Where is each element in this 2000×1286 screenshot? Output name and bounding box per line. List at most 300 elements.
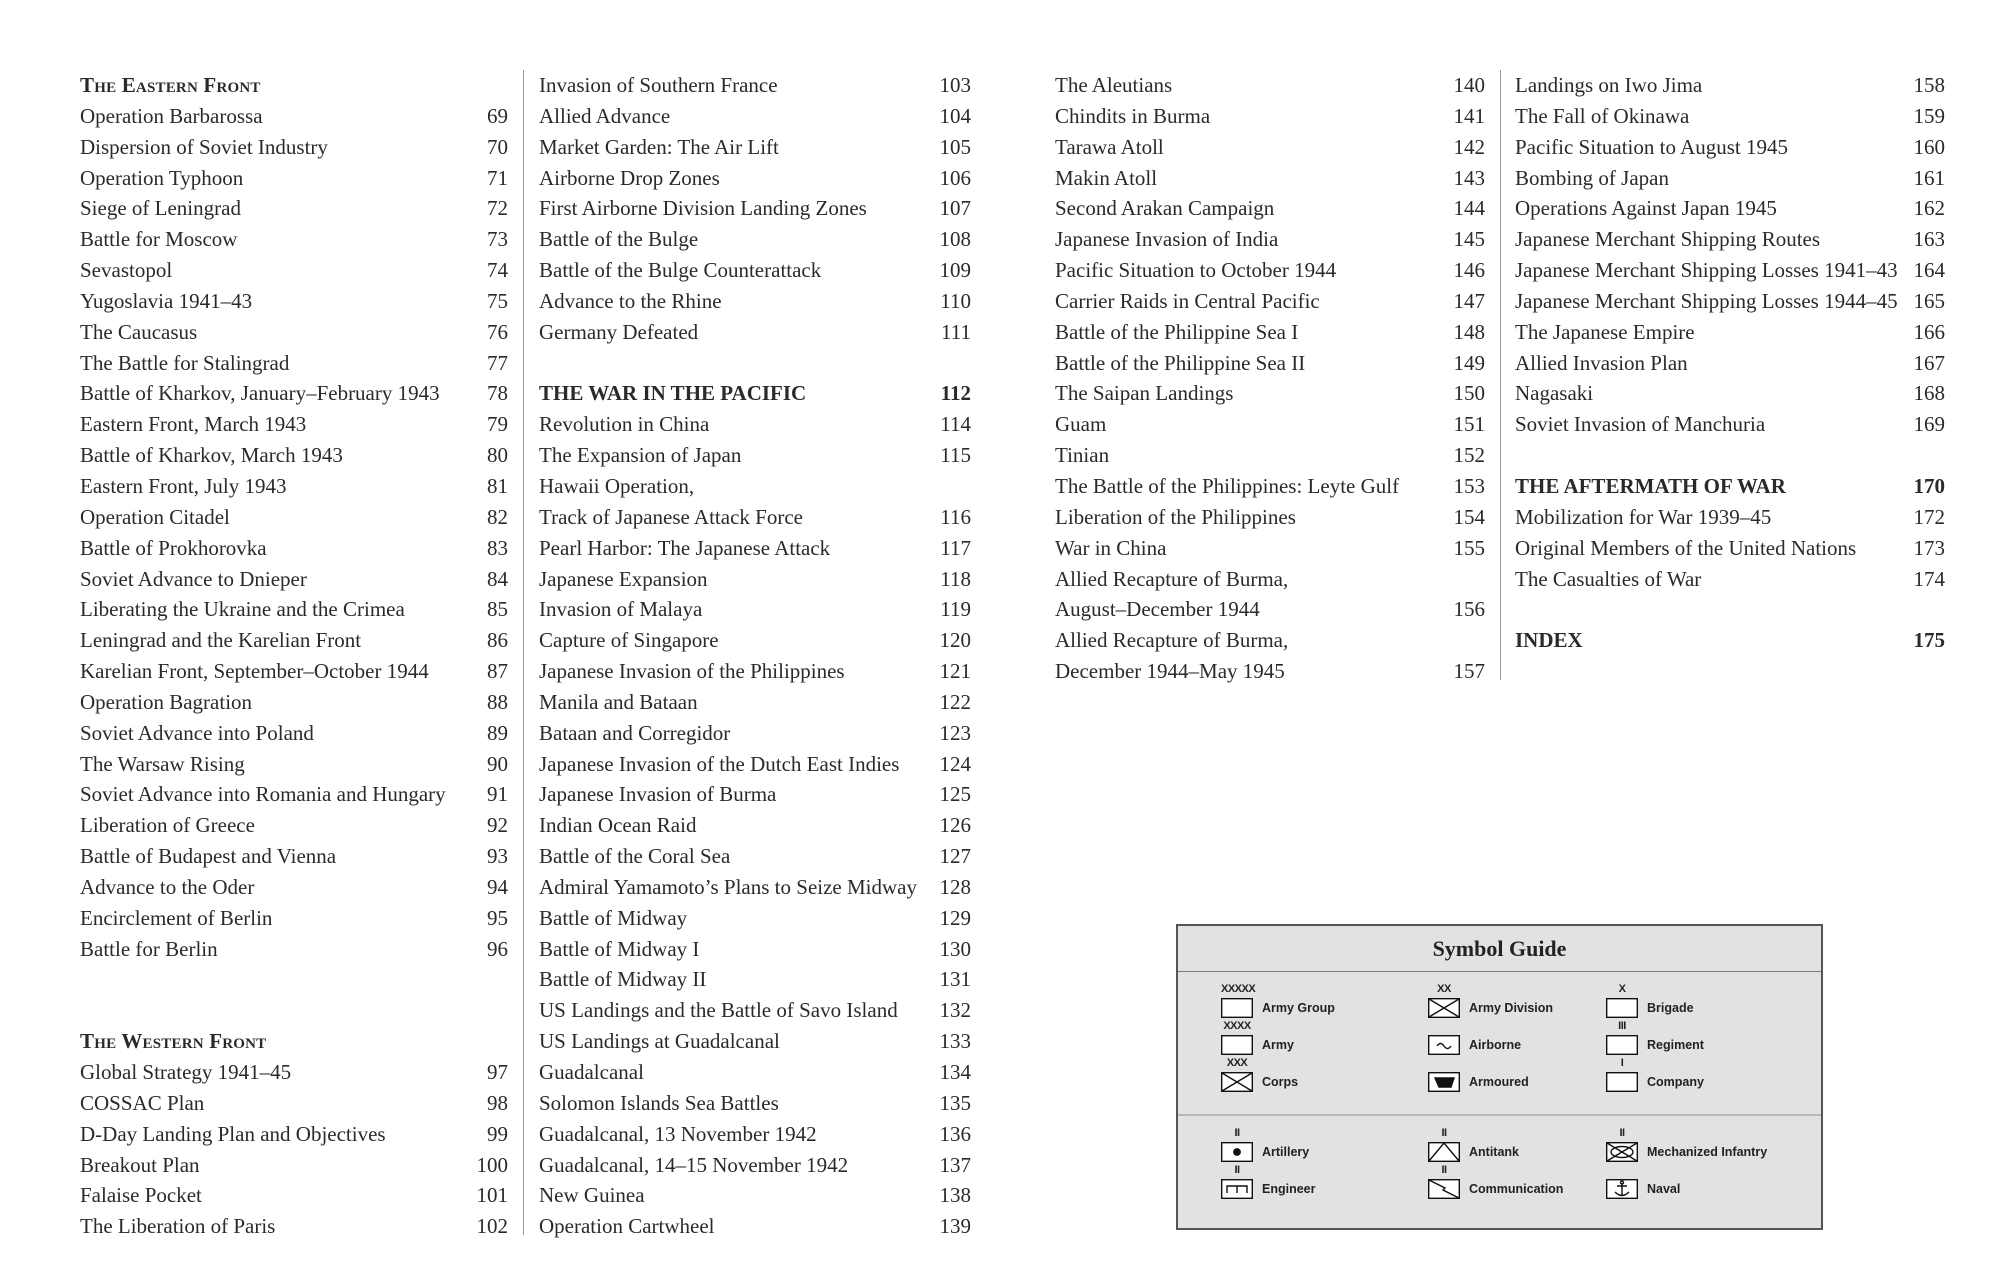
toc-entry-title: Operations Against Japan 1945 [1515, 196, 1777, 221]
toc-entry-page: 165 [1913, 288, 1945, 313]
toc-entry-page: 128 [939, 874, 971, 899]
toc-entry-title: Operation Cartwheel [539, 1214, 715, 1239]
symbol-label: Army Division [1469, 1001, 1554, 1015]
toc-entry [80, 810, 508, 841]
symbol-label: Mechanized Infantry [1647, 1145, 1768, 1159]
toc-entry-title: Mobilization for War 1939–45 [1515, 504, 1772, 529]
echelon-marker: III [1618, 1020, 1626, 1032]
toc-entry-title: Pacific Situation to October 1944 [1055, 258, 1337, 283]
toc-entry-title: Japanese Expansion [539, 566, 708, 591]
toc-entry-page: 174 [1913, 566, 1945, 591]
toc-entry-title: Solomon Islands Sea Battles [539, 1090, 779, 1115]
toc-entry [80, 163, 508, 194]
toc-entry [1515, 132, 1945, 163]
toc-entry [1055, 471, 1485, 502]
toc-entry [1515, 564, 1945, 595]
toc-entry [1515, 348, 1945, 379]
toc-entry-title: Advance to the Oder [80, 874, 255, 899]
toc-entry-page: 149 [1453, 350, 1485, 375]
symbol-entry [1221, 1020, 1294, 1055]
infantry-cross-icon [1428, 983, 1460, 1018]
symbol-entry [1221, 1164, 1316, 1199]
toc-entry-page: 75 [487, 288, 508, 313]
toc-entry [1055, 317, 1485, 348]
toc-entry [539, 1026, 971, 1057]
toc-entry-title: Allied Recapture of Burma, [1055, 628, 1289, 653]
toc-entry-page: 95 [487, 905, 508, 930]
blank-box-icon [1606, 1020, 1638, 1055]
toc-column-2 [539, 70, 971, 1242]
toc-entry [80, 903, 508, 934]
toc-entry [539, 964, 971, 995]
toc-entry-title: Battle of Midway I [539, 936, 700, 961]
toc-entry-page: 70 [487, 134, 508, 159]
toc-entry [539, 779, 971, 810]
symbol-label: Antitank [1469, 1145, 1519, 1159]
toc-entry-page: 166 [1913, 319, 1945, 344]
toc-entry-page: 85 [487, 597, 508, 622]
toc-entry-page: 161 [1913, 165, 1945, 190]
toc-entry [539, 286, 971, 317]
toc-entry [539, 440, 971, 471]
toc-entry-page: 80 [487, 443, 508, 468]
toc-entry-title: Battle of Midway II [539, 967, 707, 992]
toc-entry-title: Eastern Front, July 1943 [80, 473, 287, 498]
toc-entry-page: 123 [939, 720, 971, 745]
toc-entry-page: 102 [476, 1214, 508, 1239]
toc-entry [80, 378, 508, 409]
toc-entry-page: 74 [487, 258, 508, 283]
toc-entry-page: 121 [939, 659, 971, 684]
toc-entry-title: Liberation of Greece [80, 813, 255, 838]
toc-entry-title: Guadalcanal, 14–15 November 1942 [539, 1152, 849, 1177]
toc-entry [80, 286, 508, 317]
toc-entry-page: 122 [939, 689, 971, 714]
toc-entry-page: 96 [487, 936, 508, 961]
toc-entry-title: Japanese Merchant Shipping Losses 1944–45 [1515, 288, 1898, 313]
toc-entry-page: 169 [1913, 412, 1945, 437]
toc-entry-title: COSSAC Plan [80, 1090, 205, 1115]
echelon-marker: II [1234, 1127, 1240, 1139]
toc-entry-page: 97 [487, 1060, 508, 1084]
toc-entry-page: 94 [487, 874, 508, 899]
symbol-label: Corps [1262, 1075, 1299, 1089]
toc-entry-title: Market Garden: The Air Lift [539, 134, 779, 159]
echelon-marker: XXX [1226, 1057, 1248, 1069]
toc-entry-page: 141 [1453, 103, 1485, 128]
toc-entry-title: Tinian [1055, 443, 1110, 468]
toc-entry-page: 119 [940, 597, 971, 622]
toc-entry-page: 69 [487, 103, 508, 128]
toc-entry-title: Japanese Merchant Shipping Routes [1515, 227, 1821, 252]
toc-column-4 [1515, 70, 1945, 656]
toc-entry-page: 100 [476, 1152, 508, 1177]
column-divider [1500, 70, 1501, 680]
toc-entry [1515, 193, 1945, 224]
toc-entry-title: Original Members of the United Nations [1515, 535, 1857, 560]
toc-entry [1515, 224, 1945, 255]
artillery-dot-icon [1221, 1127, 1253, 1162]
toc-entry-title: Hawaii Operation, [539, 473, 695, 498]
toc-entry-page: 87 [487, 659, 508, 684]
toc-entry-page: 142 [1453, 134, 1485, 159]
toc-entry [539, 903, 971, 934]
toc-entry-title: Eastern Front, March 1943 [80, 412, 307, 437]
toc-entry [539, 1088, 971, 1119]
symbol-entry [1221, 1127, 1310, 1162]
toc-entry-title: The Liberation of Paris [80, 1214, 276, 1239]
toc-entry-title: Nagasaki [1515, 381, 1594, 406]
toc-entry-page: 154 [1453, 504, 1485, 529]
toc-list-aftermath [1515, 502, 1945, 595]
toc-entry [80, 1057, 508, 1088]
toc-entry [80, 872, 508, 903]
toc-entry [80, 471, 508, 502]
toc-entry-title: Invasion of Malaya [539, 597, 703, 622]
toc-entry-title: The Caucasus [80, 319, 198, 344]
toc-entry-title: Second Arakan Campaign [1055, 196, 1275, 221]
toc-entry [1515, 70, 1945, 101]
toc-entry-page: 173 [1913, 535, 1945, 560]
symbol-entry [1428, 1072, 1529, 1092]
toc-entry-page: 76 [487, 319, 508, 344]
echelon-marker: II [1441, 1164, 1447, 1176]
toc-entry-title: Landings on Iwo Jima [1515, 73, 1703, 97]
toc-entry [539, 749, 971, 780]
blank-box-icon [1606, 983, 1638, 1018]
toc-entry [80, 934, 508, 965]
toc-entry [539, 471, 971, 502]
toc-entry-page: 136 [939, 1121, 971, 1146]
toc-entry-title: War in China [1055, 535, 1167, 560]
toc-entry-title: August–December 1944 [1055, 597, 1260, 622]
toc-entry-title: Soviet Advance into Poland [80, 720, 314, 745]
toc-entry-page: 152 [1453, 443, 1485, 468]
toc-entry-title: Bombing of Japan [1515, 165, 1669, 190]
toc-entry [80, 502, 508, 533]
toc-entry [1515, 101, 1945, 132]
mechanized-infantry-icon [1606, 1127, 1638, 1162]
toc-entry [1055, 564, 1485, 595]
toc-entry [539, 317, 971, 348]
communication-bolt-icon [1428, 1164, 1460, 1199]
toc-entry-page: 92 [487, 813, 508, 838]
toc-entry [1055, 656, 1485, 687]
toc-entry-page: 155 [1453, 535, 1485, 560]
toc-entry [539, 841, 971, 872]
toc-entry-page: 106 [939, 165, 971, 190]
echelon-marker: I [1620, 1057, 1624, 1069]
toc-entry-title: Yugoslavia 1941–43 [80, 288, 253, 313]
armoured-track-icon [1428, 1072, 1460, 1092]
toc-entry [80, 224, 508, 255]
toc-entry-title: The Expansion of Japan [539, 443, 742, 468]
toc-entry-page: 124 [939, 751, 971, 776]
toc-entry [80, 1150, 508, 1181]
toc-entry-title: Operation Bagration [80, 689, 253, 714]
toc-entry [1055, 409, 1485, 440]
toc-entry [80, 779, 508, 810]
toc-entry-title: Allied Invasion Plan [1515, 350, 1688, 375]
toc-entry-page: 114 [940, 412, 971, 437]
toc-entry-title: Bataan and Corregidor [539, 720, 731, 745]
toc-entry-page: 151 [1453, 412, 1485, 437]
toc-entry-title: Dispersion of Soviet Industry [80, 134, 328, 159]
toc-list-western-continued [539, 70, 971, 348]
toc-entry-title: Carrier Raids in Central Pacific [1055, 288, 1320, 313]
toc-entry-page: 111 [941, 319, 971, 344]
toc-entry-page: 129 [939, 905, 971, 930]
symbol-label: Airborne [1469, 1038, 1522, 1052]
toc-entry-page: 133 [939, 1029, 971, 1054]
toc-entry-page: 101 [476, 1183, 508, 1208]
toc-entry [1055, 224, 1485, 255]
toc-list-pacific-final [1515, 70, 1945, 440]
toc-entry [1515, 317, 1945, 348]
toc-entry-page: 140 [1453, 73, 1485, 97]
toc-entry-page: 91 [487, 782, 508, 807]
symbol-entry [1221, 983, 1335, 1018]
toc-entry-title: Track of Japanese Attack Force [539, 504, 803, 529]
symbol-entry [1606, 1179, 1680, 1199]
toc-entry-page: 115 [940, 443, 971, 468]
symbol-label: Artillery [1262, 1145, 1310, 1159]
toc-entry-title: Revolution in China [539, 412, 710, 437]
toc-entry-title: D-Day Landing Plan and Objectives [80, 1121, 386, 1146]
toc-entry [80, 440, 508, 471]
toc-entry-title: Invasion of Southern France [539, 73, 778, 97]
toc-entry-page: 110 [940, 288, 971, 313]
toc-entry [539, 1119, 971, 1150]
toc-entry [80, 1119, 508, 1150]
toc-entry-page: 77 [487, 350, 508, 375]
echelon-marker: X [1618, 983, 1626, 995]
toc-entry [1055, 255, 1485, 286]
symbol-label: Regiment [1647, 1038, 1704, 1052]
toc-column-1 [80, 70, 508, 1242]
toc-entry [80, 687, 508, 718]
toc-entry-page: 167 [1913, 350, 1945, 375]
toc-list-pacific [539, 409, 971, 1242]
toc-entry-page: 83 [487, 535, 508, 560]
toc-entry-title: Falaise Pocket [80, 1183, 202, 1208]
toc-entry-page: 162 [1913, 196, 1945, 221]
toc-entry [539, 132, 971, 163]
toc-entry [539, 224, 971, 255]
symbol-label: Armoured [1469, 1075, 1529, 1089]
toc-entry [80, 1088, 508, 1119]
toc-entry-title: Battle of the Coral Sea [539, 844, 731, 869]
toc-entry-title: Pacific Situation to August 1945 [1515, 134, 1788, 159]
toc-entry-title: Battle of Prokhorovka [80, 535, 267, 560]
symbol-guide-units [1178, 972, 1821, 1116]
toc-entry-page: 108 [939, 227, 971, 252]
symbol-guide-branches [1178, 1116, 1821, 1231]
toc-entry-page: 72 [487, 196, 508, 221]
toc-entry-page: 153 [1453, 473, 1485, 498]
toc-entry [80, 1211, 508, 1242]
toc-entry [539, 1150, 971, 1181]
toc-list-western-front [80, 1057, 508, 1242]
toc-entry-page: 120 [939, 628, 971, 653]
toc-entry-title: Battle of the Philippine Sea II [1055, 350, 1306, 375]
toc-entry-page: 130 [939, 936, 971, 961]
symbol-entry [1606, 1127, 1768, 1162]
toc-entry-title: New Guinea [539, 1183, 645, 1208]
toc-entry [539, 409, 971, 440]
toc-entry [80, 718, 508, 749]
airborne-wave-icon [1428, 1035, 1460, 1055]
toc-entry [1515, 255, 1945, 286]
toc-entry-page: 135 [939, 1090, 971, 1115]
toc-entry [1515, 378, 1945, 409]
toc-entry-page: 164 [1913, 258, 1945, 283]
toc-entry [80, 594, 508, 625]
blank-box-icon [1606, 1057, 1638, 1092]
toc-entry-title: Global Strategy 1941–45 [80, 1060, 292, 1084]
toc-entry-page: 159 [1913, 103, 1945, 128]
symbol-entry [1428, 983, 1554, 1018]
toc-entry-page: 156 [1453, 597, 1485, 622]
toc-entry-title: First Airborne Division Landing Zones [539, 196, 867, 221]
toc-entry-page: 160 [1913, 134, 1945, 159]
toc-entry [80, 749, 508, 780]
toc-entry-page: 126 [939, 813, 971, 838]
symbol-guide [1176, 924, 1823, 1230]
section-heading-war-in-pacific: THE WAR IN THE PACIFIC 112 [539, 381, 971, 406]
toc-entry-title: Liberating the Ukraine and the Crimea [80, 597, 405, 622]
toc-entry-title: Germany Defeated [539, 319, 699, 344]
toc-entry-title: Battle of Midway [539, 905, 688, 930]
toc-entry-page: 143 [1453, 165, 1485, 190]
toc-entry-page: 84 [487, 566, 508, 591]
toc-entry [1055, 594, 1485, 625]
toc-entry-title: US Landings and the Battle of Savo Island [539, 998, 898, 1023]
toc-entry [1055, 193, 1485, 224]
toc-entry-title: US Landings at Guadalcanal [539, 1029, 780, 1054]
toc-entry [539, 502, 971, 533]
toc-entry [80, 255, 508, 286]
toc-entry [1055, 286, 1485, 317]
echelon-marker: XXXX [1223, 1020, 1251, 1032]
toc-entry [80, 193, 508, 224]
toc-entry-title: The Casualties of War [1515, 566, 1702, 591]
toc-entry-title: Battle of the Bulge [539, 227, 699, 252]
toc-entry-title: Breakout Plan [80, 1152, 200, 1177]
toc-entry-page: 158 [1913, 73, 1945, 97]
toc-entry [1055, 163, 1485, 194]
toc-entry-page: 125 [939, 782, 971, 807]
symbol-label: Engineer [1262, 1182, 1316, 1196]
toc-entry [1515, 286, 1945, 317]
toc-entry [539, 810, 971, 841]
toc-entry-page: 146 [1453, 258, 1485, 283]
toc-entry-title: Liberation of the Philippines [1055, 504, 1296, 529]
toc-entry [80, 656, 508, 687]
toc-entry [80, 348, 508, 379]
toc-entry-page: 157 [1453, 659, 1485, 684]
toc-entry-title: Indian Ocean Raid [539, 813, 697, 838]
toc-entry-page: 81 [487, 473, 508, 498]
column-divider [523, 70, 524, 1235]
toc-entry-title: Battle of Kharkov, January–February 1943 [80, 381, 440, 406]
toc-entry [539, 656, 971, 687]
toc-entry [1055, 101, 1485, 132]
toc-entry-page: 168 [1913, 381, 1945, 406]
toc-entry [80, 317, 508, 348]
symbol-entry [1428, 1035, 1521, 1055]
symbol-entry [1606, 983, 1694, 1018]
toc-entry-title: Battle of the Bulge Counterattack [539, 258, 822, 283]
toc-entry-page: 118 [940, 566, 971, 591]
toc-entry-title: The Battle for Stalingrad [80, 350, 290, 375]
toc-entry-title: Battle of Kharkov, March 1943 [80, 443, 343, 468]
toc-entry [1055, 348, 1485, 379]
toc-entry-page: 131 [939, 967, 971, 992]
antitank-chevron-icon [1428, 1127, 1460, 1162]
toc-entry [539, 995, 971, 1026]
toc-entry-page: 73 [487, 227, 508, 252]
toc-entry [539, 564, 971, 595]
symbol-entry [1221, 1057, 1299, 1092]
echelon-marker: II [1619, 1127, 1625, 1139]
toc-entry-page: 116 [940, 504, 971, 529]
toc-entry-title: Allied Recapture of Burma, [1055, 566, 1289, 591]
symbol-label: Communication [1469, 1182, 1564, 1196]
toc-entry-page: 71 [487, 165, 508, 190]
toc-entry-title: Battle of Budapest and Vienna [80, 844, 337, 869]
toc-entry-title: Manila and Bataan [539, 689, 698, 714]
toc-entry [539, 1180, 971, 1211]
toc-entry-title: Karelian Front, September–October 1944 [80, 659, 429, 684]
symbol-label: Brigade [1647, 1001, 1694, 1015]
toc-entry-page: 90 [487, 751, 508, 776]
toc-entry [539, 193, 971, 224]
toc-entry [1055, 533, 1485, 564]
toc-entry-page: 89 [487, 720, 508, 745]
section-heading-index: INDEX 175 [1515, 628, 1945, 653]
toc-entry-title: Japanese Merchant Shipping Losses 1941–43 [1515, 258, 1898, 283]
toc-entry-page: 82 [487, 504, 508, 529]
toc-entry-title: The Warsaw Rising [80, 751, 245, 776]
toc-entry-page: 105 [939, 134, 971, 159]
toc-entry-page: 117 [940, 535, 971, 560]
toc-entry-title: Tarawa Atoll [1055, 134, 1164, 159]
echelon-marker: II [1441, 1127, 1447, 1139]
toc-entry-title: Japanese Invasion of the Dutch East Indies [539, 751, 900, 776]
toc-entry-page: 150 [1453, 381, 1485, 406]
toc-entry-page: 78 [487, 381, 508, 406]
toc-entry-title: Siege of Leningrad [80, 196, 241, 221]
section-heading-western-front: The Western Front [80, 1029, 267, 1054]
toc-entry [80, 625, 508, 656]
toc-entry-page: 103 [939, 73, 971, 97]
toc-entry [539, 1211, 971, 1242]
toc-entry-page: 148 [1453, 319, 1485, 344]
toc-entry [80, 841, 508, 872]
toc-entry-page: 104 [939, 103, 971, 128]
toc-entry-page: 137 [939, 1152, 971, 1177]
toc-entry-title: The Saipan Landings [1055, 381, 1234, 406]
echelon-marker: II [1234, 1164, 1240, 1176]
toc-entry [1055, 502, 1485, 533]
toc-entry [539, 718, 971, 749]
blank-box-icon [1221, 983, 1256, 1018]
toc-entry-page: 127 [939, 844, 971, 869]
toc-entry-title: The Japanese Empire [1515, 319, 1695, 344]
toc-entry [1515, 502, 1945, 533]
toc-entry [539, 533, 971, 564]
